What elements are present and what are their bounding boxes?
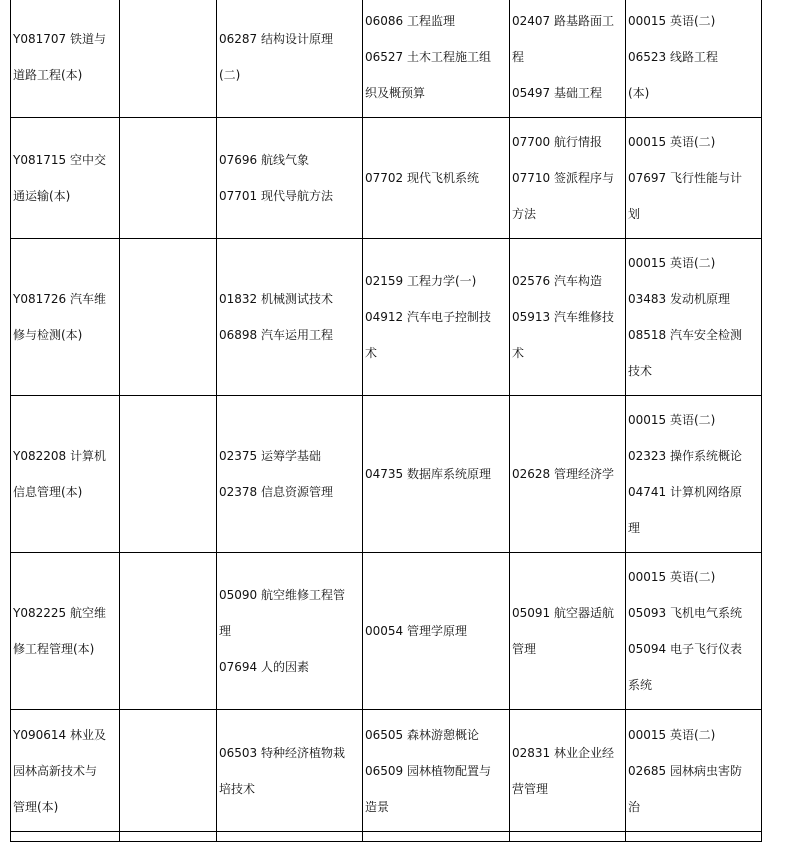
cell-text-line: 07694 人的因素	[219, 660, 309, 674]
cell-text-line: 00015 英语(二)	[628, 413, 716, 427]
blank-cell	[120, 239, 217, 396]
cell-text-line: 造景	[365, 799, 390, 814]
table-row	[11, 396, 762, 553]
table-body	[11, 0, 762, 842]
cell-text-line: 06527 土木工程施工组	[365, 49, 491, 64]
cell-text-line: 划	[628, 207, 641, 221]
first-course-cell	[217, 396, 363, 553]
table-row	[11, 118, 762, 239]
third-course-cell	[510, 396, 626, 553]
second-course-cell	[363, 710, 510, 832]
cell-text-line: 道路工程(本)	[13, 67, 83, 82]
fourth-course-cell	[626, 710, 762, 832]
major-cell	[11, 396, 120, 553]
cell-text-line: 00054 管理学原理	[365, 624, 467, 638]
cell-text-line: 系统	[628, 678, 653, 692]
cell-text-line: 04735 数据库系统原理	[365, 467, 491, 481]
cell-text-line: 02323 操作系统概论	[628, 449, 742, 463]
fourth-course-cell	[626, 118, 762, 239]
table-row	[11, 553, 762, 710]
cell-text-line: 理	[219, 624, 232, 638]
cell-text-line: 07696 航线气象	[219, 153, 309, 167]
cell-text-line: 08518 汽车安全检测	[628, 328, 742, 342]
cell-text-line: 07697 飞行性能与计	[628, 171, 742, 185]
blank-cell	[120, 553, 217, 710]
table-row	[11, 239, 762, 396]
cell-text-line: 03483 发动机原理	[628, 292, 730, 306]
fourth-course-cell	[626, 553, 762, 710]
cell-text-line: 修工程管理(本)	[13, 642, 95, 656]
cell-text-line: 05091 航空器适航	[512, 606, 614, 620]
cell-text-line: 02685 园林病虫害防	[628, 763, 742, 778]
blank-cell	[120, 0, 217, 118]
first-course-cell	[217, 710, 363, 832]
cell-text-line: 00015 英语(二)	[628, 256, 716, 270]
cell-text-line: 04912 汽车电子控制技	[365, 310, 491, 324]
third-course-cell	[510, 0, 626, 118]
cell-text-line: 通运输(本)	[13, 189, 71, 203]
partial-cell	[120, 832, 217, 842]
cell-text-line: 00015 英语(二)	[628, 135, 716, 149]
cell-text-line: 方法	[512, 207, 537, 221]
blank-cell	[120, 396, 217, 553]
cell-text-line: 05497 基础工程	[512, 85, 602, 100]
cell-text-line: 05913 汽车维修技	[512, 310, 614, 324]
cell-text-line: 管理(本)	[13, 799, 59, 814]
cell-text-line: Y082208 计算机	[13, 449, 106, 463]
blank-cell	[120, 710, 217, 832]
partial-cell	[11, 832, 120, 842]
cell-text-line: 06898 汽车运用工程	[219, 328, 333, 342]
cell-text-line: 信息管理(本)	[13, 485, 83, 499]
cell-text-line: 理	[628, 521, 641, 535]
cell-text-line: 05094 电子飞行仪表	[628, 642, 742, 656]
cell-text-line: 06505 森林游憩概论	[365, 727, 479, 742]
cell-text-line: 02831 林业企业经	[512, 745, 614, 760]
cell-text-line: 培技术	[219, 781, 256, 796]
second-course-cell	[363, 0, 510, 118]
table-row	[11, 710, 762, 832]
first-course-cell	[217, 0, 363, 118]
cell-text-line: 02375 运筹学基础	[219, 449, 321, 463]
cell-text-line: 07710 签派程序与	[512, 171, 614, 185]
cell-text-line: Y081726 汽车维	[13, 292, 106, 306]
cell-text-line: (本)	[628, 85, 650, 100]
cell-text-line: 修与检测(本)	[13, 328, 83, 342]
second-course-cell	[363, 553, 510, 710]
cell-text-line: 管理	[512, 642, 537, 656]
major-cell	[11, 553, 120, 710]
cell-text-line: 织及概预算	[365, 85, 426, 100]
partial-cell	[626, 832, 762, 842]
cell-text-line: 技术	[628, 364, 653, 378]
cell-text-line: 治	[628, 799, 641, 814]
second-course-cell	[363, 396, 510, 553]
third-course-cell	[510, 710, 626, 832]
cell-text-line: 06287 结构设计原理	[219, 31, 333, 46]
cell-text-line: 02378 信息资源管理	[219, 485, 333, 499]
first-course-cell	[217, 118, 363, 239]
third-course-cell	[510, 118, 626, 239]
cell-text-line: 01832 机械测试技术	[219, 292, 333, 306]
cell-text-line: (二)	[219, 67, 241, 82]
major-cell	[11, 118, 120, 239]
fourth-course-cell	[626, 239, 762, 396]
cell-text-line: 02576 汽车构造	[512, 274, 602, 288]
cell-text-line: 07702 现代飞机系统	[365, 171, 479, 185]
cell-text-line: 05090 航空维修工程管	[219, 588, 345, 602]
second-course-cell	[363, 118, 510, 239]
cell-text-line: 06086 工程监理	[365, 13, 455, 28]
cell-text-line: 04741 计算机网络原	[628, 485, 742, 499]
cell-text-line: 术	[512, 346, 525, 360]
partial-cell	[510, 832, 626, 842]
cell-text-line: 07700 航行情报	[512, 135, 602, 149]
cell-text-line: Y090614 林业及	[13, 727, 106, 742]
fourth-course-cell	[626, 396, 762, 553]
first-course-cell	[217, 553, 363, 710]
first-course-cell	[217, 239, 363, 396]
table-row-partial	[11, 832, 762, 842]
cell-text-line: 术	[365, 346, 378, 360]
major-cell	[11, 710, 120, 832]
cell-text-line: 07701 现代导航方法	[219, 189, 333, 203]
cell-text-line: 02407 路基路面工	[512, 13, 614, 28]
table-row	[11, 0, 762, 118]
cell-text-line: 00015 英语(二)	[628, 570, 716, 584]
cell-text-line: 06523 线路工程	[628, 49, 718, 64]
major-cell	[11, 0, 120, 118]
partial-cell	[363, 832, 510, 842]
cell-text-line: Y082225 航空维	[13, 606, 106, 620]
cell-text-line: 06503 特种经济植物栽	[219, 745, 345, 760]
exam-course-table	[10, 0, 762, 842]
cell-text-line: 02159 工程力学(一)	[365, 274, 477, 288]
cell-text-line: Y081707 铁道与	[13, 31, 106, 46]
major-cell	[11, 239, 120, 396]
cell-text-line: 程	[512, 49, 525, 64]
cell-text-line: 00015 英语(二)	[628, 13, 716, 28]
cell-text-line: 营管理	[512, 781, 549, 796]
cell-text-line: 06509 园林植物配置与	[365, 763, 491, 778]
cell-text-line: 00015 英语(二)	[628, 727, 716, 742]
cell-text-line: 02628 管理经济学	[512, 467, 614, 481]
third-course-cell	[510, 239, 626, 396]
partial-cell	[217, 832, 363, 842]
third-course-cell	[510, 553, 626, 710]
cell-text-line: 05093 飞机电气系统	[628, 606, 742, 620]
cell-text-line: 园林高新技术与	[13, 763, 98, 778]
blank-cell	[120, 118, 217, 239]
second-course-cell	[363, 239, 510, 396]
cell-text-line: Y081715 空中交	[13, 153, 106, 167]
fourth-course-cell	[626, 0, 762, 118]
